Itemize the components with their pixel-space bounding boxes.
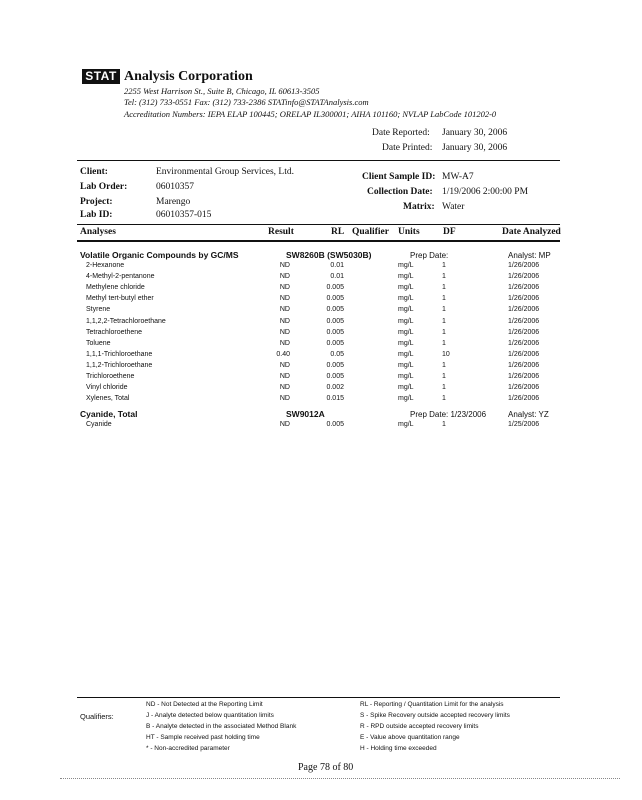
table-header-rule: [77, 240, 560, 242]
cell-units: mg/L: [398, 395, 414, 403]
cell-rl: 0.005: [326, 339, 344, 347]
col-qualifier: Qualifier: [352, 227, 389, 237]
cell-result: ND: [279, 395, 290, 403]
qualifier-note: H - Holding time exceeded: [360, 745, 437, 752]
cell-date: 1/26/2006: [508, 395, 540, 403]
cell-units: mg/L: [398, 361, 414, 369]
matrix-value: Water: [442, 202, 465, 212]
section-prep-date: Prep Date: 1/23/2006: [410, 410, 487, 419]
cell-date: 1/25/2006: [508, 421, 540, 428]
cell-date: 1/26/2006: [508, 350, 540, 358]
cell-date: 1/26/2006: [508, 306, 540, 314]
cell-date: 1/26/2006: [508, 284, 540, 292]
cell-date: 1/26/2006: [508, 317, 540, 325]
cell-units: mg/L: [398, 350, 414, 358]
cell-units: mg/L: [398, 373, 414, 380]
collection-date-value: 1/19/2006 2:00:00 PM: [442, 187, 529, 197]
cell-date: 1/26/2006: [508, 373, 540, 380]
company-contact: Tel: (312) 733-0551 Fax: (312) 733-2386 STATinfo@STATAnalysis.com: [124, 97, 369, 107]
cell-name: Toluene: [86, 339, 111, 347]
cell-name: 1,1,1-Trichloroethane: [86, 350, 153, 358]
section-title: Cyanide, Total: [80, 409, 138, 419]
cell-df: 1: [442, 262, 446, 269]
cell-df: 1: [442, 317, 446, 325]
cell-name: 1,1,2,2-Tetrachloroethane: [86, 317, 166, 325]
cell-result: ND: [279, 284, 290, 292]
cell-df: 1: [442, 284, 446, 292]
page-number: Page 78 of 80: [298, 762, 354, 773]
cell-rl: 0.01: [330, 273, 344, 281]
client-label: Client:: [80, 167, 108, 177]
section-analyst: Analyst: YZ: [508, 410, 549, 419]
qualifier-note: R - RPD outside accepted recovery limits: [360, 723, 479, 730]
cell-result: ND: [279, 295, 290, 303]
qualifier-note: HT - Sample received past holding time: [146, 734, 260, 741]
cell-df: 1: [442, 306, 446, 314]
project-label: Project:: [80, 197, 113, 207]
qualifiers-label: Qualifiers:: [80, 712, 114, 721]
cell-df: 1: [442, 361, 446, 369]
date-reported-label: Date Reported:: [372, 128, 430, 138]
cell-name: Cyanide: [86, 421, 112, 428]
qualifier-note: S - Spike Recovery outside accepted recovery limits: [360, 712, 510, 719]
cell-rl: 0.015: [326, 395, 344, 403]
cell-result: ND: [279, 273, 290, 281]
cell-result: ND: [279, 328, 290, 336]
cell-result: ND: [279, 262, 290, 269]
cell-df: 1: [442, 273, 446, 281]
cell-df: 1: [442, 295, 446, 303]
cell-name: Tetrachloroethene: [86, 328, 143, 336]
cell-name: Xylenes, Total: [86, 395, 130, 403]
cell-result: ND: [279, 317, 290, 325]
cell-units: mg/L: [398, 262, 414, 269]
cell-units: mg/L: [398, 384, 414, 392]
cell-rl: 0.005: [326, 328, 344, 336]
cell-date: 1/26/2006: [508, 384, 540, 392]
cell-result: ND: [279, 421, 290, 428]
stat-logo: STAT: [82, 69, 120, 84]
section-method: SW9012A: [286, 409, 325, 419]
qualifier-note: B - Analyte detected in the associated Method Blank: [146, 723, 297, 730]
qualifier-note: RL - Reporting / Quantitation Limit for the analysis: [360, 701, 504, 708]
cell-date: 1/26/2006: [508, 262, 540, 269]
cell-rl: 0.005: [326, 317, 344, 325]
cell-df: 1: [442, 373, 446, 380]
cell-name: Methyl tert-butyl ether: [86, 295, 154, 303]
footer-rule: [77, 697, 560, 698]
cell-df: 1: [442, 384, 446, 392]
col-df: DF: [443, 227, 456, 237]
client-sample-value: MW-A7: [442, 172, 474, 182]
lab-order-label: Lab Order:: [80, 182, 128, 192]
col-rl: RL: [331, 227, 345, 237]
cell-name: Trichloroethene: [86, 373, 135, 380]
lab-id-label: Lab ID:: [80, 210, 113, 220]
cell-name: 2-Hexanone: [86, 262, 125, 269]
table-top-rule: [77, 224, 560, 225]
header-rule: [77, 160, 560, 161]
cell-date: 1/26/2006: [508, 328, 540, 336]
col-date-analyzed: Date Analyzed: [502, 227, 561, 237]
cell-result: ND: [279, 384, 290, 392]
cell-result: ND: [279, 339, 290, 347]
cell-df: 1: [442, 328, 446, 336]
col-analyses: Analyses: [80, 227, 116, 237]
cell-result: ND: [279, 361, 290, 369]
cell-rl: 0.005: [326, 295, 344, 303]
client-sample-label: Client Sample ID:: [362, 172, 436, 182]
section-prep-date: Prep Date:: [410, 251, 449, 260]
date-printed-label: Date Printed:: [382, 143, 433, 153]
section-method: SW8260B (SW5030B): [286, 250, 372, 260]
company-address: 2255 West Harrison St., Suite B, Chicago, IL 60613-3505: [124, 86, 320, 96]
company-name: Analysis Corporation: [124, 69, 253, 84]
lab-id-value: 06010357-015: [156, 210, 212, 220]
matrix-label: Matrix:: [403, 202, 435, 212]
qualifier-note: E - Value above quantitation range: [360, 734, 460, 741]
cell-name: 4-Methyl-2-pentanone: [86, 273, 155, 281]
cell-units: mg/L: [398, 295, 414, 303]
cell-rl: 0.005: [326, 361, 344, 369]
qualifier-note: J - Analyte detected below quantitation limits: [146, 712, 274, 719]
cell-result: ND: [279, 306, 290, 314]
cell-units: mg/L: [398, 306, 414, 314]
date-reported-value: January 30, 2006: [442, 128, 508, 138]
cell-units: mg/L: [398, 317, 414, 325]
qualifier-note: * - Non-accredited parameter: [146, 745, 230, 752]
cell-name: Styrene: [86, 306, 111, 314]
accreditation-line: Accreditation Numbers: IEPA ELAP 100445; ORELAP IL300001; AIHA 101160; NVLAP LabCode 101202-0: [124, 109, 497, 119]
cell-units: mg/L: [398, 284, 414, 292]
cell-df: 1: [442, 421, 446, 428]
cell-date: 1/26/2006: [508, 295, 540, 303]
cell-result: ND: [279, 373, 290, 380]
lab-order-value: 06010357: [156, 182, 194, 192]
qualifier-note: ND - Not Detected at the Reporting Limit: [146, 701, 263, 708]
cell-date: 1/26/2006: [508, 361, 540, 369]
collection-date-label: Collection Date:: [367, 187, 433, 197]
cell-rl: 0.005: [326, 373, 344, 380]
project-value: Marengo: [156, 197, 191, 207]
cell-name: 1,1,2-Trichloroethane: [86, 361, 153, 369]
cell-name: Vinyl chloride: [86, 384, 128, 392]
cell-units: mg/L: [398, 273, 414, 281]
cell-units: mg/L: [398, 328, 414, 336]
cell-rl: 0.005: [326, 421, 344, 428]
cell-date: 1/26/2006: [508, 339, 540, 347]
cell-df: 1: [442, 395, 446, 403]
cell-rl: 0.01: [330, 262, 344, 269]
cell-rl: 0.005: [326, 284, 344, 292]
cell-rl: 0.05: [330, 350, 344, 358]
col-units: Units: [398, 227, 420, 237]
cell-units: mg/L: [398, 421, 414, 428]
cell-df: 10: [442, 350, 450, 358]
section-title: Volatile Organic Compounds by GC/MS: [80, 250, 239, 260]
cell-df: 1: [442, 339, 446, 347]
cell-rl: 0.002: [326, 384, 344, 392]
cell-date: 1/26/2006: [508, 273, 540, 281]
col-result: Result: [268, 227, 294, 237]
bottom-dotted-line: [60, 778, 620, 779]
cell-result: 0.40: [276, 350, 290, 358]
date-printed-value: January 30, 2006: [442, 143, 508, 153]
cell-name: Methylene chloride: [86, 284, 145, 292]
client-value: Environmental Group Services, Ltd.: [156, 167, 294, 177]
cell-rl: 0.005: [326, 306, 344, 314]
section-analyst: Analyst: MP: [508, 251, 551, 260]
cell-units: mg/L: [398, 339, 414, 347]
